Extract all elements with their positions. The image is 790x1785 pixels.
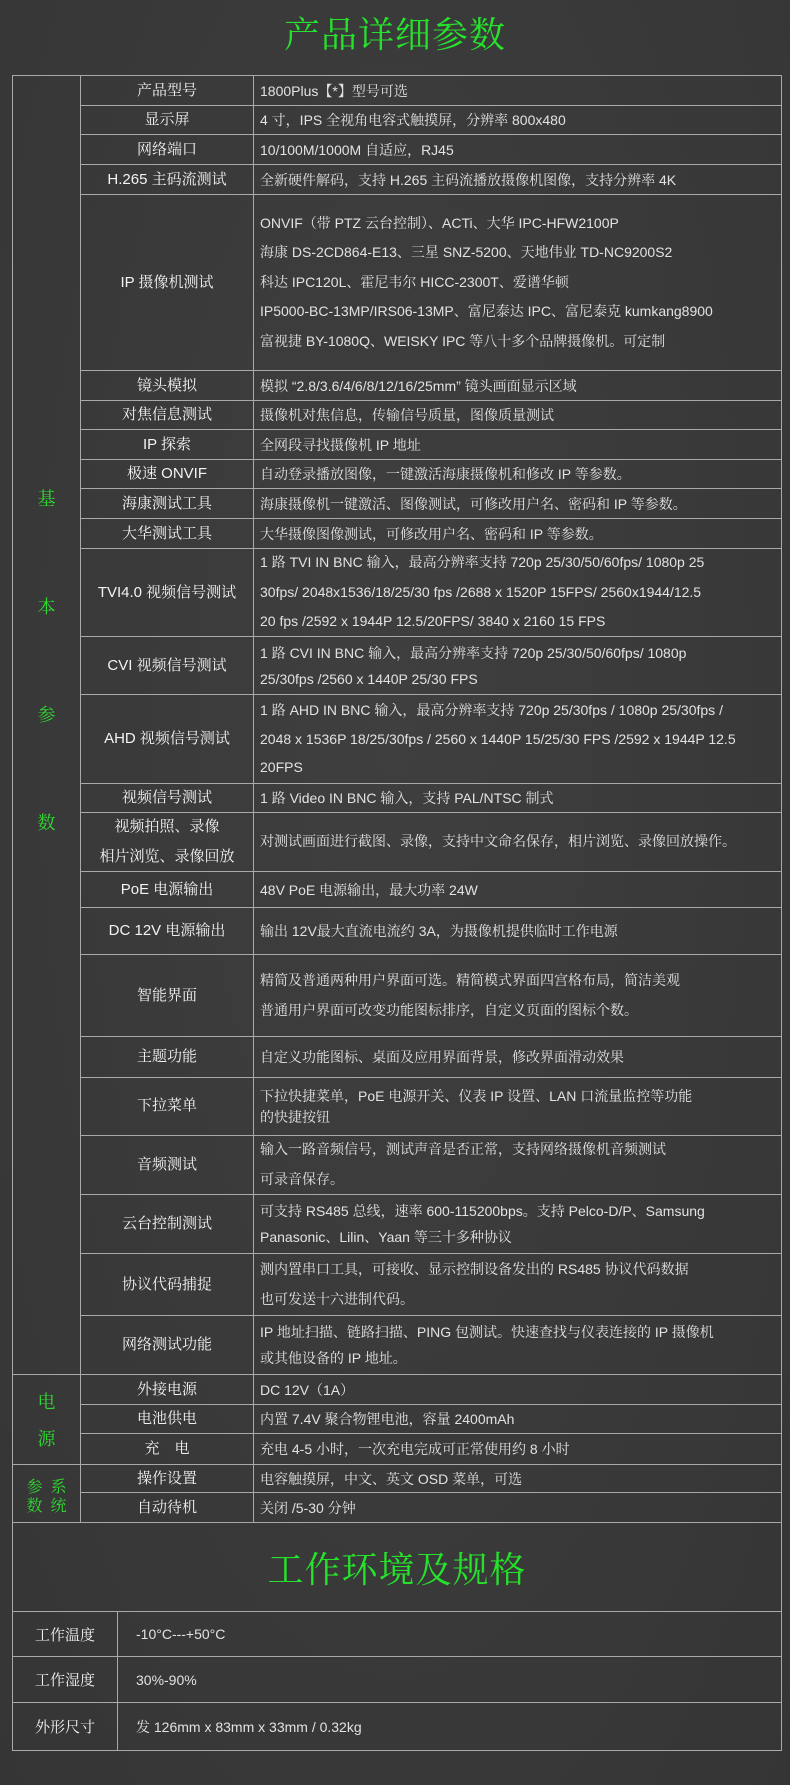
spec-value	[253, 812, 782, 872]
spec-label	[80, 907, 254, 955]
spec-label	[80, 694, 254, 784]
spec-label	[80, 1404, 254, 1434]
spec-value	[253, 194, 782, 371]
spec-label	[80, 1492, 254, 1523]
spec-value-line: 自定义功能图标、桌面及应用界面背景，修改界面滑动效果	[260, 1049, 624, 1065]
spec-label-line: 网络端口	[136, 140, 197, 158]
spec-value-line: 可录音保存。	[260, 1171, 344, 1187]
env-value: -10°C---+50°C	[117, 1611, 782, 1657]
spec-label	[80, 954, 254, 1037]
spec-value	[253, 548, 782, 637]
category-label	[13, 445, 80, 877]
spec-label-line: 网络测试功能	[121, 1336, 212, 1353]
spec-value-line: 1 路 AHD IN BNC 输入，最高分辨率支持 720p 25/30fps / 1080p 25/30fps /	[260, 702, 723, 719]
spec-value-line: 大华摄像图像测试，可修改用户名、密码和 IP 等参数。	[260, 525, 603, 542]
spec-label-line: IP 探索	[142, 435, 192, 453]
spec-value-line: IP5000-BC-13MP/IRS06-13MP、富尼泰达 IPC、富尼泰克 kumkang8900	[260, 303, 713, 320]
spec-label	[80, 75, 254, 106]
spec-value-line: 1 路 Video IN BNC 输入，支持 PAL/NTSC 制式	[260, 790, 554, 806]
spec-label	[80, 134, 254, 165]
spec-label	[80, 459, 254, 489]
spec-value-line: 1 路 CVI IN BNC 输入，最高分辨率支持 720p 25/30/50/60fps/ 1080p	[260, 644, 687, 661]
spec-value-line: 精简及普通两种用户界面可选。精简模式界面四宫格布局，简洁美观	[260, 971, 680, 988]
spec-value	[253, 1253, 782, 1316]
spec-value-line: 测内置串口工具，可接收、显示控制设备发出的 RS485 协议代码数据	[260, 1260, 689, 1277]
spec-value	[253, 1374, 782, 1405]
spec-label	[80, 518, 254, 549]
env-value: 30%-90%	[117, 1656, 782, 1703]
spec-value-line: Panasonic、Lilin、Yaan 等三十多种协议	[260, 1229, 512, 1245]
spec-value-line: 20 fps /2592 x 1944P 12.5/20FPS/ 3840 x 2160 15 FPS	[260, 613, 606, 630]
spec-value-line: 25/30fps /2560 x 1440P 25/30 FPS	[260, 670, 478, 687]
spec-value	[253, 783, 782, 813]
spec-value-line: 全网段寻找摄像机 IP 地址	[260, 436, 421, 453]
spec-label	[80, 1374, 254, 1405]
spec-value	[253, 429, 782, 460]
spec-value	[253, 518, 782, 549]
spec-value-line: DC 12V（1A）	[260, 1381, 355, 1398]
category-char: 本	[37, 597, 56, 617]
spec-label-line: 充 电	[144, 1440, 190, 1457]
env-label: 外形尺寸	[12, 1702, 118, 1751]
spec-value-line: 可支持 RS485 总线，速率 600-115200bps。支持 Pelco-D/P、Samsung	[260, 1203, 705, 1219]
spec-value	[253, 105, 782, 135]
spec-value-line: 充电 4-5 小时，一次充电完成可正常使用约 8 小时	[260, 1441, 570, 1457]
category-cell	[12, 1464, 81, 1523]
spec-value-line: 1800Plus【*】型号可选	[260, 82, 408, 99]
spec-value	[253, 1135, 782, 1195]
spec-label-line: 音频测试	[136, 1156, 197, 1174]
spec-value-line: 4 寸，IPS 全视角电容式触摸屏，分辨率 800x480	[260, 112, 566, 128]
category-char: 电	[37, 1391, 56, 1412]
category-label	[13, 1478, 80, 1516]
env-value: 发 126mm x 83mm x 33mm / 0.32kg	[117, 1702, 782, 1751]
spec-label-line: 产品型号	[136, 81, 197, 99]
spec-value-line: 自动登录播放图像，一键激活海康摄像机和修改 IP 等参数。	[260, 466, 631, 482]
spec-label-line: 对焦信息测试	[121, 406, 212, 423]
spec-value	[253, 164, 782, 195]
spec-label	[80, 105, 254, 135]
spec-value-line: ONVIF（带 PTZ 云台控制）、ACTi、大华 IPC-HFW2100P	[260, 214, 619, 231]
category-char: 数	[37, 813, 56, 833]
spec-value	[253, 694, 782, 784]
spec-label-line: 极速 ONVIF	[126, 465, 207, 482]
spec-label	[80, 429, 254, 460]
spec-value-line: 48V PoE 电源输出，最大功率 24W	[260, 881, 478, 898]
spec-value	[253, 75, 782, 106]
spec-value	[253, 1194, 782, 1254]
spec-label	[80, 636, 254, 695]
spec-label-line: 下拉菜单	[136, 1097, 197, 1115]
spec-label-line: 自动待机	[136, 1498, 197, 1516]
spec-label-line: 云台控制测试	[121, 1215, 212, 1232]
spec-label-line: 协议代码捕捉	[121, 1275, 212, 1293]
spec-value	[253, 459, 782, 489]
spec-value-line: 输出 12V最大直流电流约 3A，为摄像机提供临时工作电源	[260, 923, 618, 939]
category-cell	[12, 75, 81, 1375]
spec-value	[253, 954, 782, 1037]
spec-value-line: 1 路 TVI IN BNC 输入，最高分辨率支持 720p 25/30/50/60fps/ 1080p 25	[260, 554, 705, 571]
spec-label-line: 相片浏览、录像回放	[99, 848, 235, 865]
spec-label	[80, 871, 254, 908]
spec-value-line: 海康摄像机一键激活、图像测试，可修改用户名、密码和 IP 等参数。	[260, 495, 687, 512]
spec-value-line: 海康 DS-2CD864-E13、三星 SNZ-5200、天地伟业 TD-NC9200S2	[260, 244, 673, 261]
spec-label	[80, 1253, 254, 1316]
spec-label	[80, 812, 254, 872]
spec-value-line: 电容触摸屏，中文、英文 OSD 菜单，可选	[260, 1470, 523, 1487]
spec-value	[253, 1036, 782, 1078]
spec-value-line: 内置 7.4V 聚合物锂电池，容量 2400mAh	[260, 1411, 515, 1427]
spec-value	[253, 1077, 782, 1136]
spec-value-line: 也可发送十六进制代码。	[260, 1290, 414, 1307]
spec-value	[253, 1315, 782, 1375]
spec-label	[80, 164, 254, 195]
spec-value	[253, 1404, 782, 1434]
category-char: 源	[37, 1428, 56, 1449]
spec-label	[80, 194, 254, 371]
spec-value-line: 科达 IPC120L、霍尼韦尔 HICC-2300T、爱谱华顿	[260, 273, 569, 290]
spec-value	[253, 370, 782, 401]
spec-label-line: 大华测试工具	[121, 524, 212, 542]
spec-label	[80, 400, 254, 430]
spec-value-line: 30fps/ 2048x1536/18/25/30 fps /2688 x 1520P 15FPS/ 2560x1944/12.5	[260, 583, 702, 600]
spec-label	[80, 488, 254, 519]
spec-value	[253, 134, 782, 165]
category-label	[13, 1384, 80, 1458]
spec-value	[253, 1464, 782, 1493]
category-cell	[12, 1374, 81, 1465]
spec-value	[253, 1433, 782, 1465]
spec-label	[80, 1036, 254, 1078]
spec-value-line: 全新硬件解码，支持 H.265 主码流播放摄像机图像，支持分辨率 4K	[260, 171, 677, 188]
spec-value	[253, 1492, 782, 1523]
spec-value	[253, 636, 782, 695]
spec-label-line: 显示屏	[144, 111, 190, 128]
spec-label-line: H.265 主码流测试	[107, 170, 227, 188]
spec-value-line: 对测试画面进行截图、录像，支持中文命名保存，相片浏览、录像回放操作。	[260, 833, 736, 850]
spec-label-line: DC 12V 电源输出	[108, 922, 226, 939]
spec-value-line: 或其他设备的 IP 地址。	[260, 1350, 407, 1366]
spec-label-line: CVI 视频信号测试	[107, 656, 227, 674]
spec-value-line: IP 地址扫描、链路扫描、PING 包测试。快速查找与仪表连接的 IP 摄像机	[260, 1324, 714, 1340]
spec-label	[80, 370, 254, 401]
spec-label-line: PoE 电源输出	[120, 880, 214, 898]
spec-label-line: 镜头模拟	[136, 376, 197, 394]
spec-label	[80, 1433, 254, 1465]
spec-value-line: 摄像机对焦信息，传输信号质量，图像质量测试	[260, 407, 554, 423]
spec-label-line: AHD 视频信号测试	[104, 729, 230, 747]
spec-value-line: 的快捷按钮	[260, 1108, 330, 1125]
spec-label-line: 操作设置	[136, 1469, 197, 1487]
category-char: 参系	[26, 1478, 75, 1496]
spec-label	[80, 1194, 254, 1254]
spec-label-line: 智能界面	[136, 986, 197, 1004]
env-label: 工作温度	[12, 1611, 118, 1657]
section-title: 工作环境及规格	[12, 1522, 782, 1612]
spec-label-line: 外接电源	[136, 1380, 197, 1398]
spec-label-line: 主题功能	[136, 1048, 197, 1065]
spec-label-line: 视频拍照、录像	[114, 818, 220, 836]
spec-value-line: 模拟 “2.8/3.6/4/6/8/12/16/25mm” 镜头画面显示区域	[260, 377, 577, 394]
spec-value-line: 富视捷 BY-1080Q、WEISKY IPC 等八十多个品牌摄像机。可定制	[260, 332, 666, 349]
spec-value	[253, 907, 782, 955]
spec-label	[80, 783, 254, 813]
spec-label-line: IP 摄像机测试	[120, 273, 214, 291]
spec-value-line: 输入一路音频信号，测试声音是否正常，支持网络摄像机音频测试	[260, 1141, 666, 1158]
spec-value-line: 10/100M/1000M 自适应，RJ45	[260, 141, 454, 158]
spec-label	[80, 548, 254, 637]
spec-value-line: 下拉快捷菜单，PoE 电源开关、仪表 IP 设置、LAN 口流量监控等功能	[260, 1088, 693, 1104]
spec-label-line: 海康测试工具	[121, 494, 212, 512]
spec-value-line: 关闭 /5-30 分钟	[260, 1499, 356, 1516]
spec-label	[80, 1315, 254, 1375]
spec-value-line: 2048 x 1536P 18/25/30fps / 2560 x 1440P 15/25/30 FPS /2592 x 1944P 12.5	[260, 730, 736, 747]
spec-label-line: 电池供电	[136, 1410, 197, 1427]
spec-label-line: 视频信号测试	[121, 789, 212, 806]
spec-value	[253, 871, 782, 908]
category-char: 参	[37, 705, 56, 725]
spec-label	[80, 1077, 254, 1136]
env-label: 工作湿度	[12, 1656, 118, 1703]
spec-value	[253, 488, 782, 519]
spec-label-line: TVI4.0 视频信号测试	[97, 583, 237, 601]
spec-value-line: 普通用户界面可改变功能图标排序，自定义页面的图标个数。	[260, 1001, 638, 1018]
category-char: 数统	[26, 1497, 75, 1515]
page-title: 产品详细参数	[283, 15, 506, 56]
spec-label	[80, 1135, 254, 1195]
spec-value	[253, 400, 782, 430]
spec-value-line: 20FPS	[260, 759, 303, 776]
spec-label	[80, 1464, 254, 1493]
category-char: 基	[37, 489, 56, 509]
